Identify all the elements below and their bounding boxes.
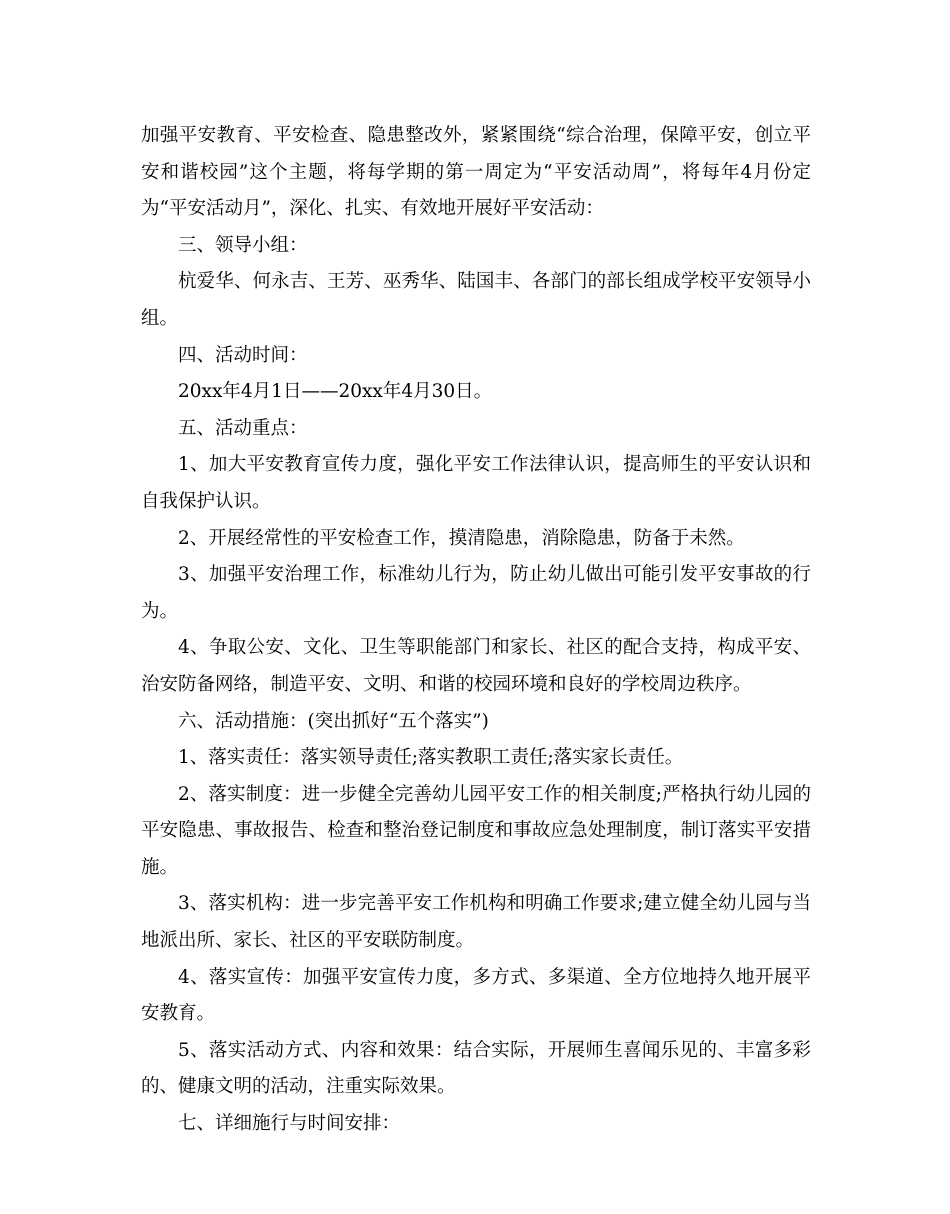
list-item-measure-2: 2、落实制度：进一步健全完善幼儿园平安工作的相关制度;严格执行幼儿园的平安隐患、事故报告、检查和整治登记制度和事故应急处理制度，制订落实平安措施。 [141,783,811,878]
heading-activity-focus: 五、活动重点： [178,417,308,439]
heading-activity-measures: 六、活动措施：(突出抓好“五个落实”) [178,710,489,732]
list-item-focus-3: 3、加强平安治理工作，标准幼儿行为，防止幼儿做出可能引发平安事故的行为。 [141,564,811,622]
paragraph-leadership-members: 杭爱华、何永吉、王芳、巫秀华、陆国丰、各部门的部长组成学校平安领导小组。 [141,271,811,329]
list-item-measure-4: 4、落实宣传：加强平安宣传力度，多方式、多渠道、全方位地持久地开展平安教育。 [141,966,811,1025]
heading-leadership-group: 三、领导小组： [178,234,308,256]
paragraph-intro-continued: 加强平安教育、平安检查、隐患整改外，紧紧围绕“综合治理，保障平安，创立平安和谐校园”这个主题，将每学期的第一周定为“平安活动周”，将每年4月份定为“平安活动月”，深化、扎实、有效地开展好平安活动： [141,125,811,220]
list-item-focus-1: 1、加大平安教育宣传力度，强化平安工作法律认识，提高师生的平安认识和自我保护认识。 [141,454,811,512]
document-body [141,118,811,1143]
list-item-measure-1: 1、落实责任：落实领导责任;落实教职工责任;落实家长责任。 [178,747,684,769]
paragraph-activity-dates: 20xx年4月1日——20xx年4月30日。 [178,381,493,403]
heading-implementation-schedule: 七、详细施行与时间安排： [178,1113,401,1135]
list-item-focus-4: 4、争取公安、文化、卫生等职能部门和家长、社区的配合支持，构成平安、治安防备网络，制造平安、文明、和谐的校园环境和良好的学校周边秩序。 [141,637,811,695]
list-item-measure-3: 3、落实机构：进一步完善平安工作机构和明确工作要求;建立健全幼儿园与当地派出所、家长、社区的平安联防制度。 [141,893,811,952]
list-item-measure-5: 5、落实活动方式、内容和效果：结合实际，开展师生喜闻乐见的、丰富多彩的、健康文明的活动，注重实际效果。 [141,1039,811,1098]
list-item-focus-2: 2、开展经常性的平安检查工作，摸清隐患，消除隐患，防备于未然。 [178,527,745,549]
heading-activity-time: 四、活动时间： [178,344,308,366]
